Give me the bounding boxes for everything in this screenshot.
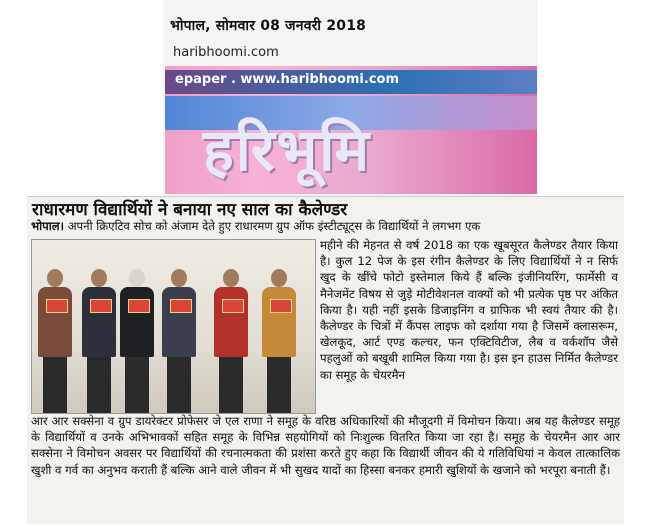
photo-person (262, 269, 296, 413)
photo-person (214, 269, 248, 413)
masthead-banner (165, 66, 537, 194)
calendar-held (46, 299, 68, 313)
calendar-held (128, 299, 150, 313)
article-place: भोपाल। (31, 219, 64, 233)
photo-person (82, 269, 116, 413)
calendar-held (222, 299, 244, 313)
calendar-held (270, 299, 292, 313)
newspaper-name: हरिभूमि (203, 116, 372, 184)
calendar-held (170, 299, 192, 313)
dateline: भोपाल, सोमवार 08 जनवरी 2018 (170, 18, 367, 34)
calendar-held (90, 299, 112, 313)
photo-person (162, 269, 196, 413)
photo-person (120, 269, 154, 413)
article-body-right: महीने की मेहनत से वर्ष 2018 का एक खूबसूरत कैलेण्डर तैयार किया है। कुल 12 पेज के इस रंगीन कैलेण्डर के लिए विद्यार्थियों ने न सिर्फ खुद के खींचे फोटो इस्तेमाल किये हैं बल्कि इंजीनियरिंग, फार्मेसी व मैनेजमेंट विषय से जुड़े मोटीवेशनल वाक्यों को भी प्रत्येक पृष्ठ पर अंकित किया है। यही नहीं इसके डिजाइनिंग व ग्राफिक भी स्वयं तैयार की है। कैलेण्डर के चित्रों में कैंपस लाइफ को दर्शाया गया है जिसमें क्लासरूम, खेलकूद, आर्ट एण्ड कल्चर, फन एक्टिविटीज, लैब व वर्कशॉप जैसे पहलुओं को बखूबी शामिल किया गया है। इस इन हाउस निर्मित कैलेण्डर का समूह के चेयरमैन (320, 238, 618, 382)
article-lead (31, 218, 620, 234)
article-lead-text: अपनी क्रिएटिव सोच को अंजाम देते हुए राधारमण ग्रुप ऑफ इंस्टीट्यूट्स के विद्यार्थियों ने लगभग एक (67, 219, 481, 233)
website-url: haribhoomi.com (173, 45, 279, 60)
photo-person (38, 269, 72, 413)
article-headline: राधारमण विद्यार्थियों ने बनाया नए साल का कैलेण्डर (32, 200, 348, 220)
news-article (27, 196, 624, 524)
article-body-full: आर आर सक्सेना व ग्रुप डायरेक्टर प्रोफेसर जे एल राणा ने समूह के वरिष्ठ अधिकारियों की मौजूदगी में विमोचन किया। अब यह कैलेण्डर समूह के विद्यार्थियों व उनके अभिभावकों सहित समूह के विभिन्न सहयोगियों को निःशुल्क वितरित किया जा रहा है। समूह के चेयरमैन आर आर सक्सेना ने विमोचन अवसर पर विद्यार्थियों की रचनात्मकता की प्रशंसा करते हुए कहा कि विद्यार्थी जीवन की ये गतिविधियां न केवल तात्कालिक खुशी व गर्व का अनुभव कराती हैं बल्कि आने वाले जीवन में भी सुखद यादों का हिस्सा बनकर हमारी खुशियों के खजाने को भरपूरा बनाती हैं। (31, 414, 620, 477)
epaper-label: epaper . www.haribhoomi.com (175, 72, 399, 87)
news-photo (31, 239, 316, 414)
